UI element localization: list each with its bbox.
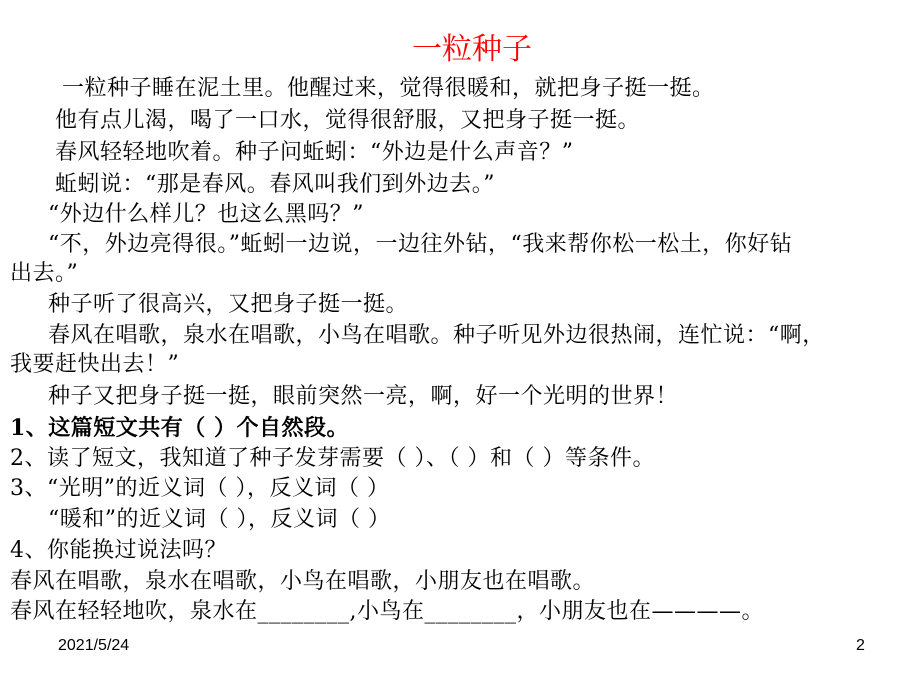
question-3b: “暖和”的近义词（ ），反义词（ ）	[48, 507, 391, 532]
question-2: 2、读了短文，我知道了种子发芽需要（ ）、（ ）和（ ）等条件。	[10, 446, 655, 471]
fill-in-sentence: 春风在轻轻地吹，泉水在________,小鸟在________，小朋友也在————。	[10, 599, 764, 624]
story-line-8: 春风在唱歌，泉水在唱歌，小鸟在唱歌。种子听见外边很热闹，连忙说：“啊，	[48, 323, 825, 348]
page-number: 2	[856, 637, 865, 654]
story-line-6: “不，外边亮得很。”蚯蚓一边说，一边往外钻，“我来帮你松一松土，你好钻	[48, 232, 793, 257]
story-line-8-cont: 我要赶快出去！”	[10, 352, 180, 377]
story-line-2: 他有点儿渴，喝了一口水，觉得很舒服，又把身子挺一挺。	[55, 108, 641, 133]
story-line-9: 种子又把身子挺一挺，眼前突然一亮，啊，好一个光明的世界！	[48, 384, 679, 409]
question-4: 4、你能换过说法吗？	[10, 538, 227, 563]
example-sentence: 春风在唱歌，泉水在唱歌，小鸟在唱歌，小朋友也在唱歌。	[10, 569, 596, 594]
slide-title: 一粒种子	[412, 32, 532, 67]
story-line-7: 种子听了很高兴，又把身子挺一挺。	[48, 292, 409, 317]
footer-date: 2021/5/24	[58, 637, 130, 654]
story-line-3: 春风轻轻地吹着。种子问蚯蚓：“外边是什么声音？”	[55, 140, 574, 165]
question-1: 1、这篇短文共有（ ）个自然段。	[10, 415, 349, 441]
story-line-4: 蚯蚓说：“那是春风。春风叫我们到外边去。”	[55, 172, 495, 197]
question-3a: 3、“光明”的近义词（ ），反义词（ ）	[10, 476, 390, 501]
story-line-6-cont: 出去。”	[10, 261, 79, 286]
story-line-5: “外边什么样儿？也这么黑吗？”	[48, 202, 364, 227]
story-line-1: 一粒种子睡在泥土里。他醒过来，觉得很暖和，就把身子挺一挺。	[62, 76, 715, 101]
